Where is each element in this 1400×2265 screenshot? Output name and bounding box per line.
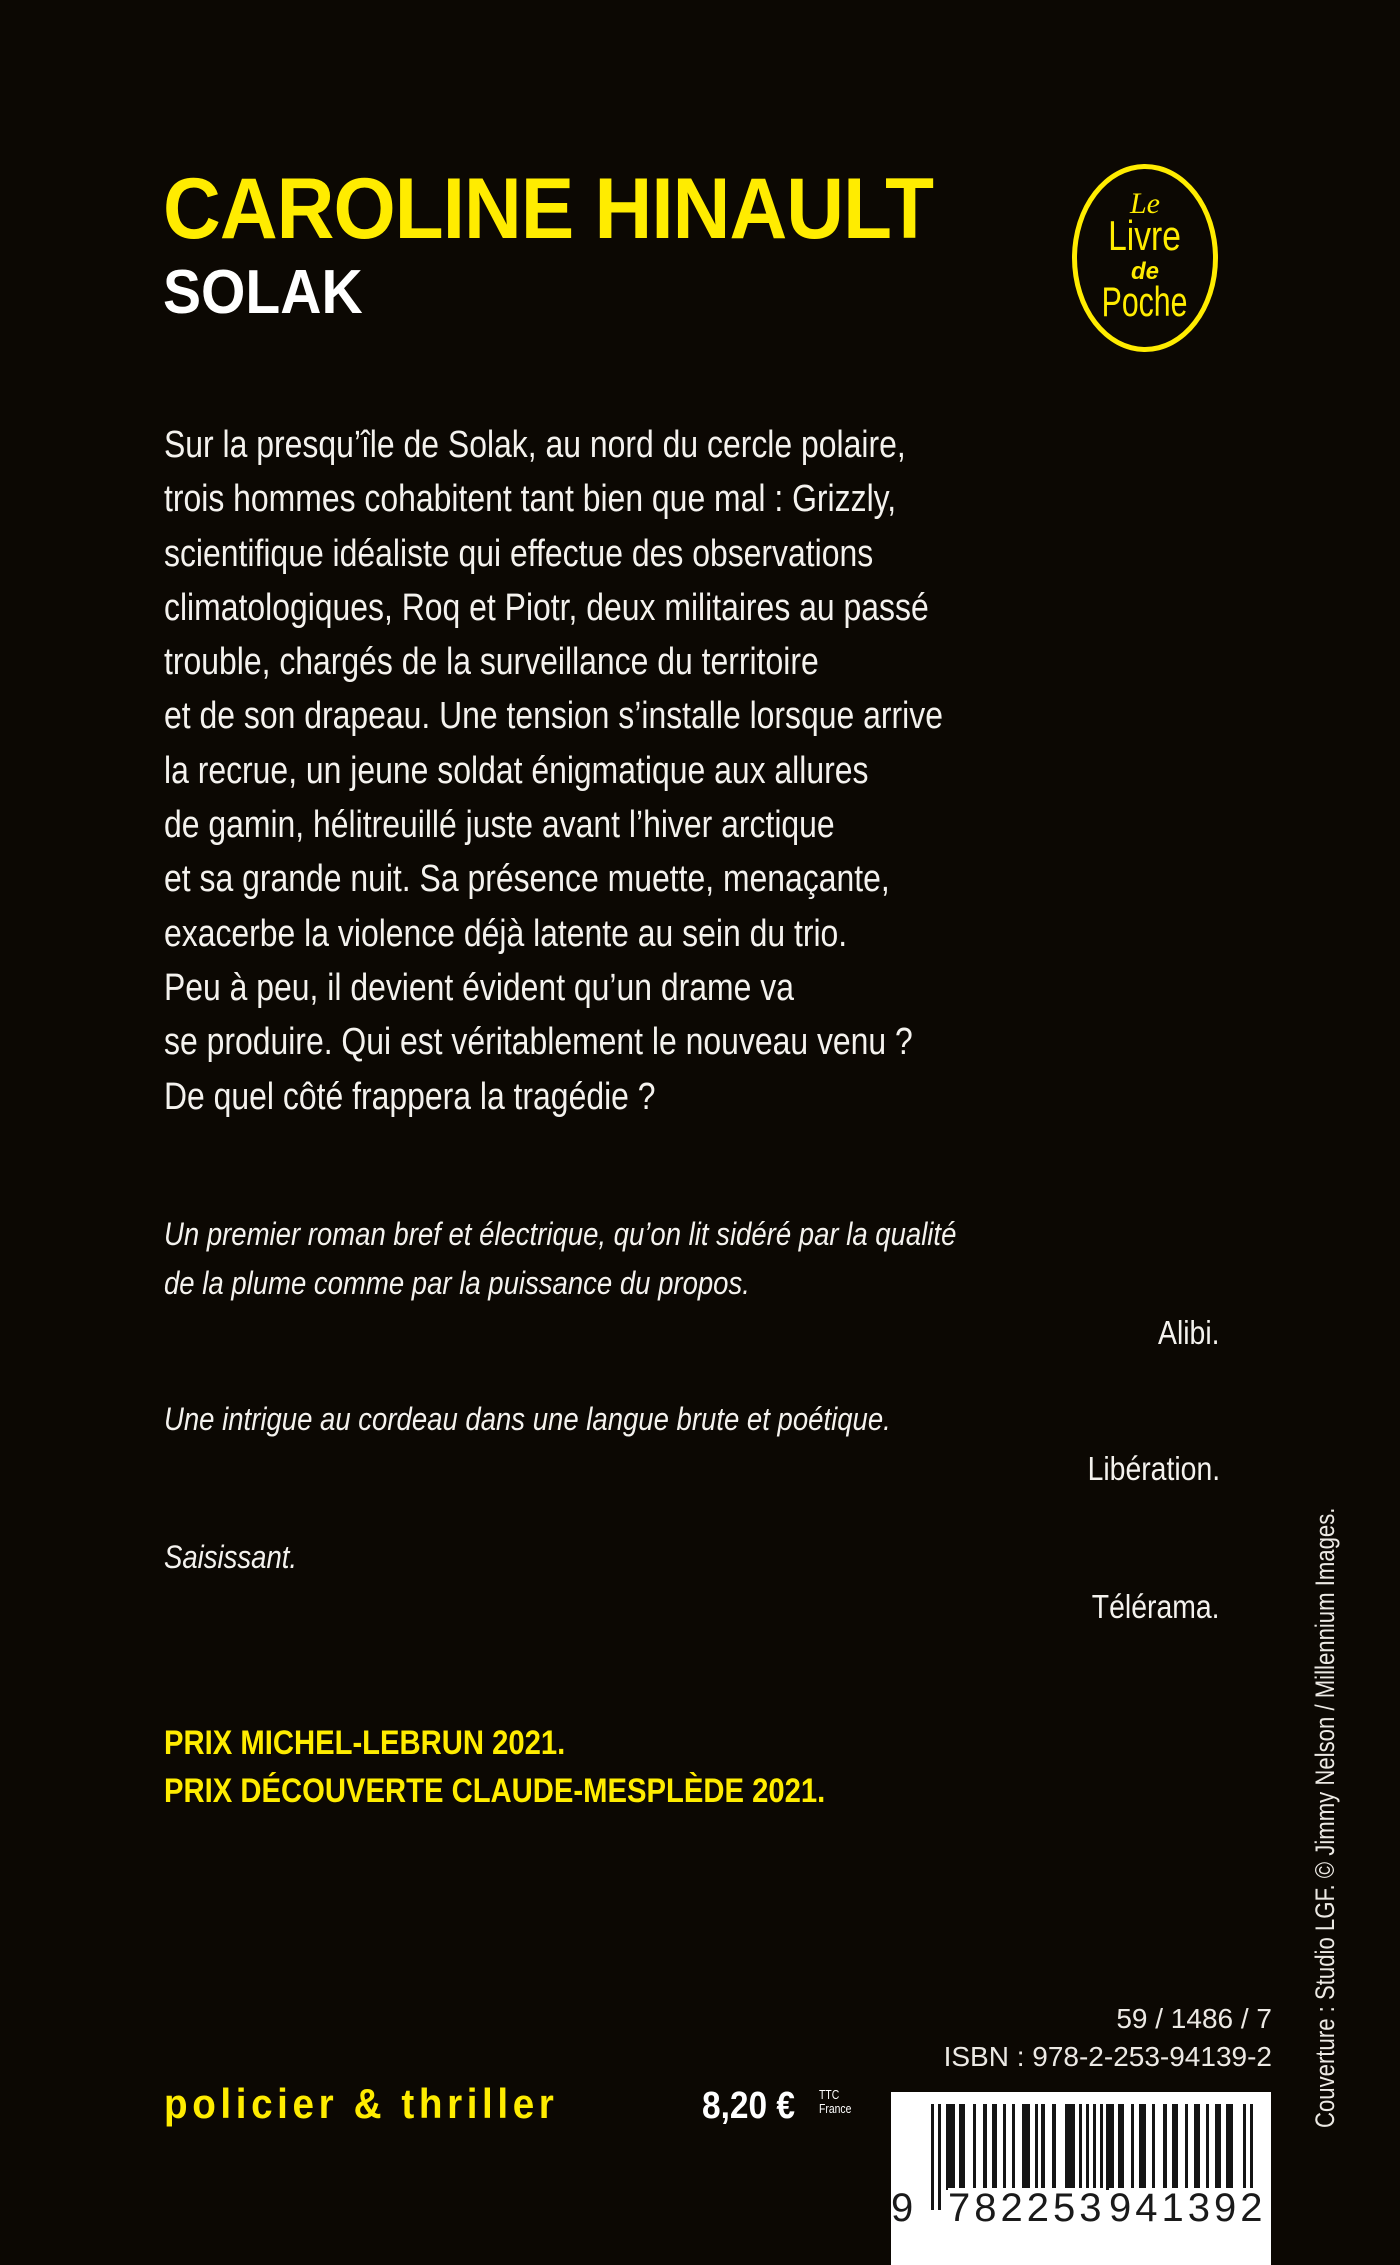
review-quote: Une intrigue au cordeau dans une langue brute et poétique. — [164, 1401, 891, 1437]
catalog-info — [944, 2000, 1272, 2076]
synopsis-line: de gamin, hélitreuillé juste avant l’hiver arctique — [164, 804, 835, 847]
synopsis-line: exacerbe la violence déjà latente au sein du trio. — [164, 912, 848, 955]
synopsis-line: scientifique idéaliste qui effectue des observations — [164, 532, 874, 575]
synopsis-line: et sa grande nuit. Sa présence muette, menaçante, — [164, 858, 890, 901]
barcode-group-left: 782253 — [948, 2186, 1106, 2230]
logo-text-de: de — [1130, 258, 1159, 285]
prizes — [164, 1719, 933, 1815]
price: 8,20 € — [702, 2085, 795, 2127]
synopsis-line: se produire. Qui est véritablement le nouveau venu ? — [164, 1021, 913, 1064]
price-note: TTC France — [819, 2087, 852, 2116]
logo-text-poche: Poche — [1102, 278, 1188, 325]
synopsis-line: climatologiques, Roq et Piotr, deux militaires au passé — [164, 586, 929, 629]
synopsis-line: trois hommes cohabitent tant bien que mal : Grizzly, — [164, 478, 897, 521]
catalog-code: 59 / 1486 / 7 — [1116, 2003, 1272, 2034]
review-source: Alibi. — [1158, 1314, 1220, 1351]
publisher-logo-icon — [1072, 164, 1218, 352]
cover-credit: Couverture : Studio LGF. © Jimmy Nelson / Millennium Images. — [1310, 1507, 1340, 2128]
barcode-icon — [891, 2092, 1271, 2265]
synopsis-line: trouble, chargés de la surveillance du territoire — [164, 641, 819, 684]
synopsis-line: De quel côté frappera la tragédie ? — [164, 1075, 656, 1118]
review-quote: Saisissant. — [164, 1539, 298, 1575]
review-quote: de la plume comme par la puissance du propos. — [164, 1265, 750, 1301]
synopsis-line: la recrue, un jeune soldat énigmatique aux allures — [164, 749, 869, 792]
synopsis-line: Peu à peu, il devient évident qu’un drame va — [164, 966, 794, 1009]
author-name: CAROLINE HINAULT — [163, 161, 934, 257]
prize-item: PRIX DÉCOUVERTE CLAUDE-MESPLÈDE 2021. — [164, 1772, 826, 1810]
synopsis-line: et de son drapeau. Une tension s’installe lorsque arrive — [164, 695, 943, 738]
synopsis-line: Sur la presqu’île de Solak, au nord du cercle polaire, — [164, 424, 906, 466]
barcode-digit-first: 9 — [891, 2186, 914, 2230]
synopsis — [164, 418, 1294, 1124]
review-source: Libération. — [1087, 1450, 1220, 1487]
book-title: SOLAK — [163, 258, 363, 327]
review-alibi — [164, 1210, 1220, 1357]
isbn: ISBN : 978-2-253-94139-2 — [943, 2041, 1272, 2072]
review-telerama — [164, 1533, 1220, 1631]
review-quote: Un premier roman bref et électrique, qu’on lit sidéré par la qualité — [164, 1216, 957, 1252]
barcode-group-right: 941392 — [1109, 2186, 1267, 2230]
review-source: Télérama. — [1092, 1588, 1220, 1625]
logo-text-livre: Livre — [1108, 212, 1182, 259]
genre-label: policier & thriller — [164, 2080, 559, 2127]
prize-item: PRIX MICHEL-LEBRUN 2021. — [164, 1724, 566, 1762]
barcode-digits — [891, 2188, 1271, 2228]
logo-text-le: Le — [1130, 187, 1160, 220]
review-liberation — [164, 1395, 1220, 1493]
